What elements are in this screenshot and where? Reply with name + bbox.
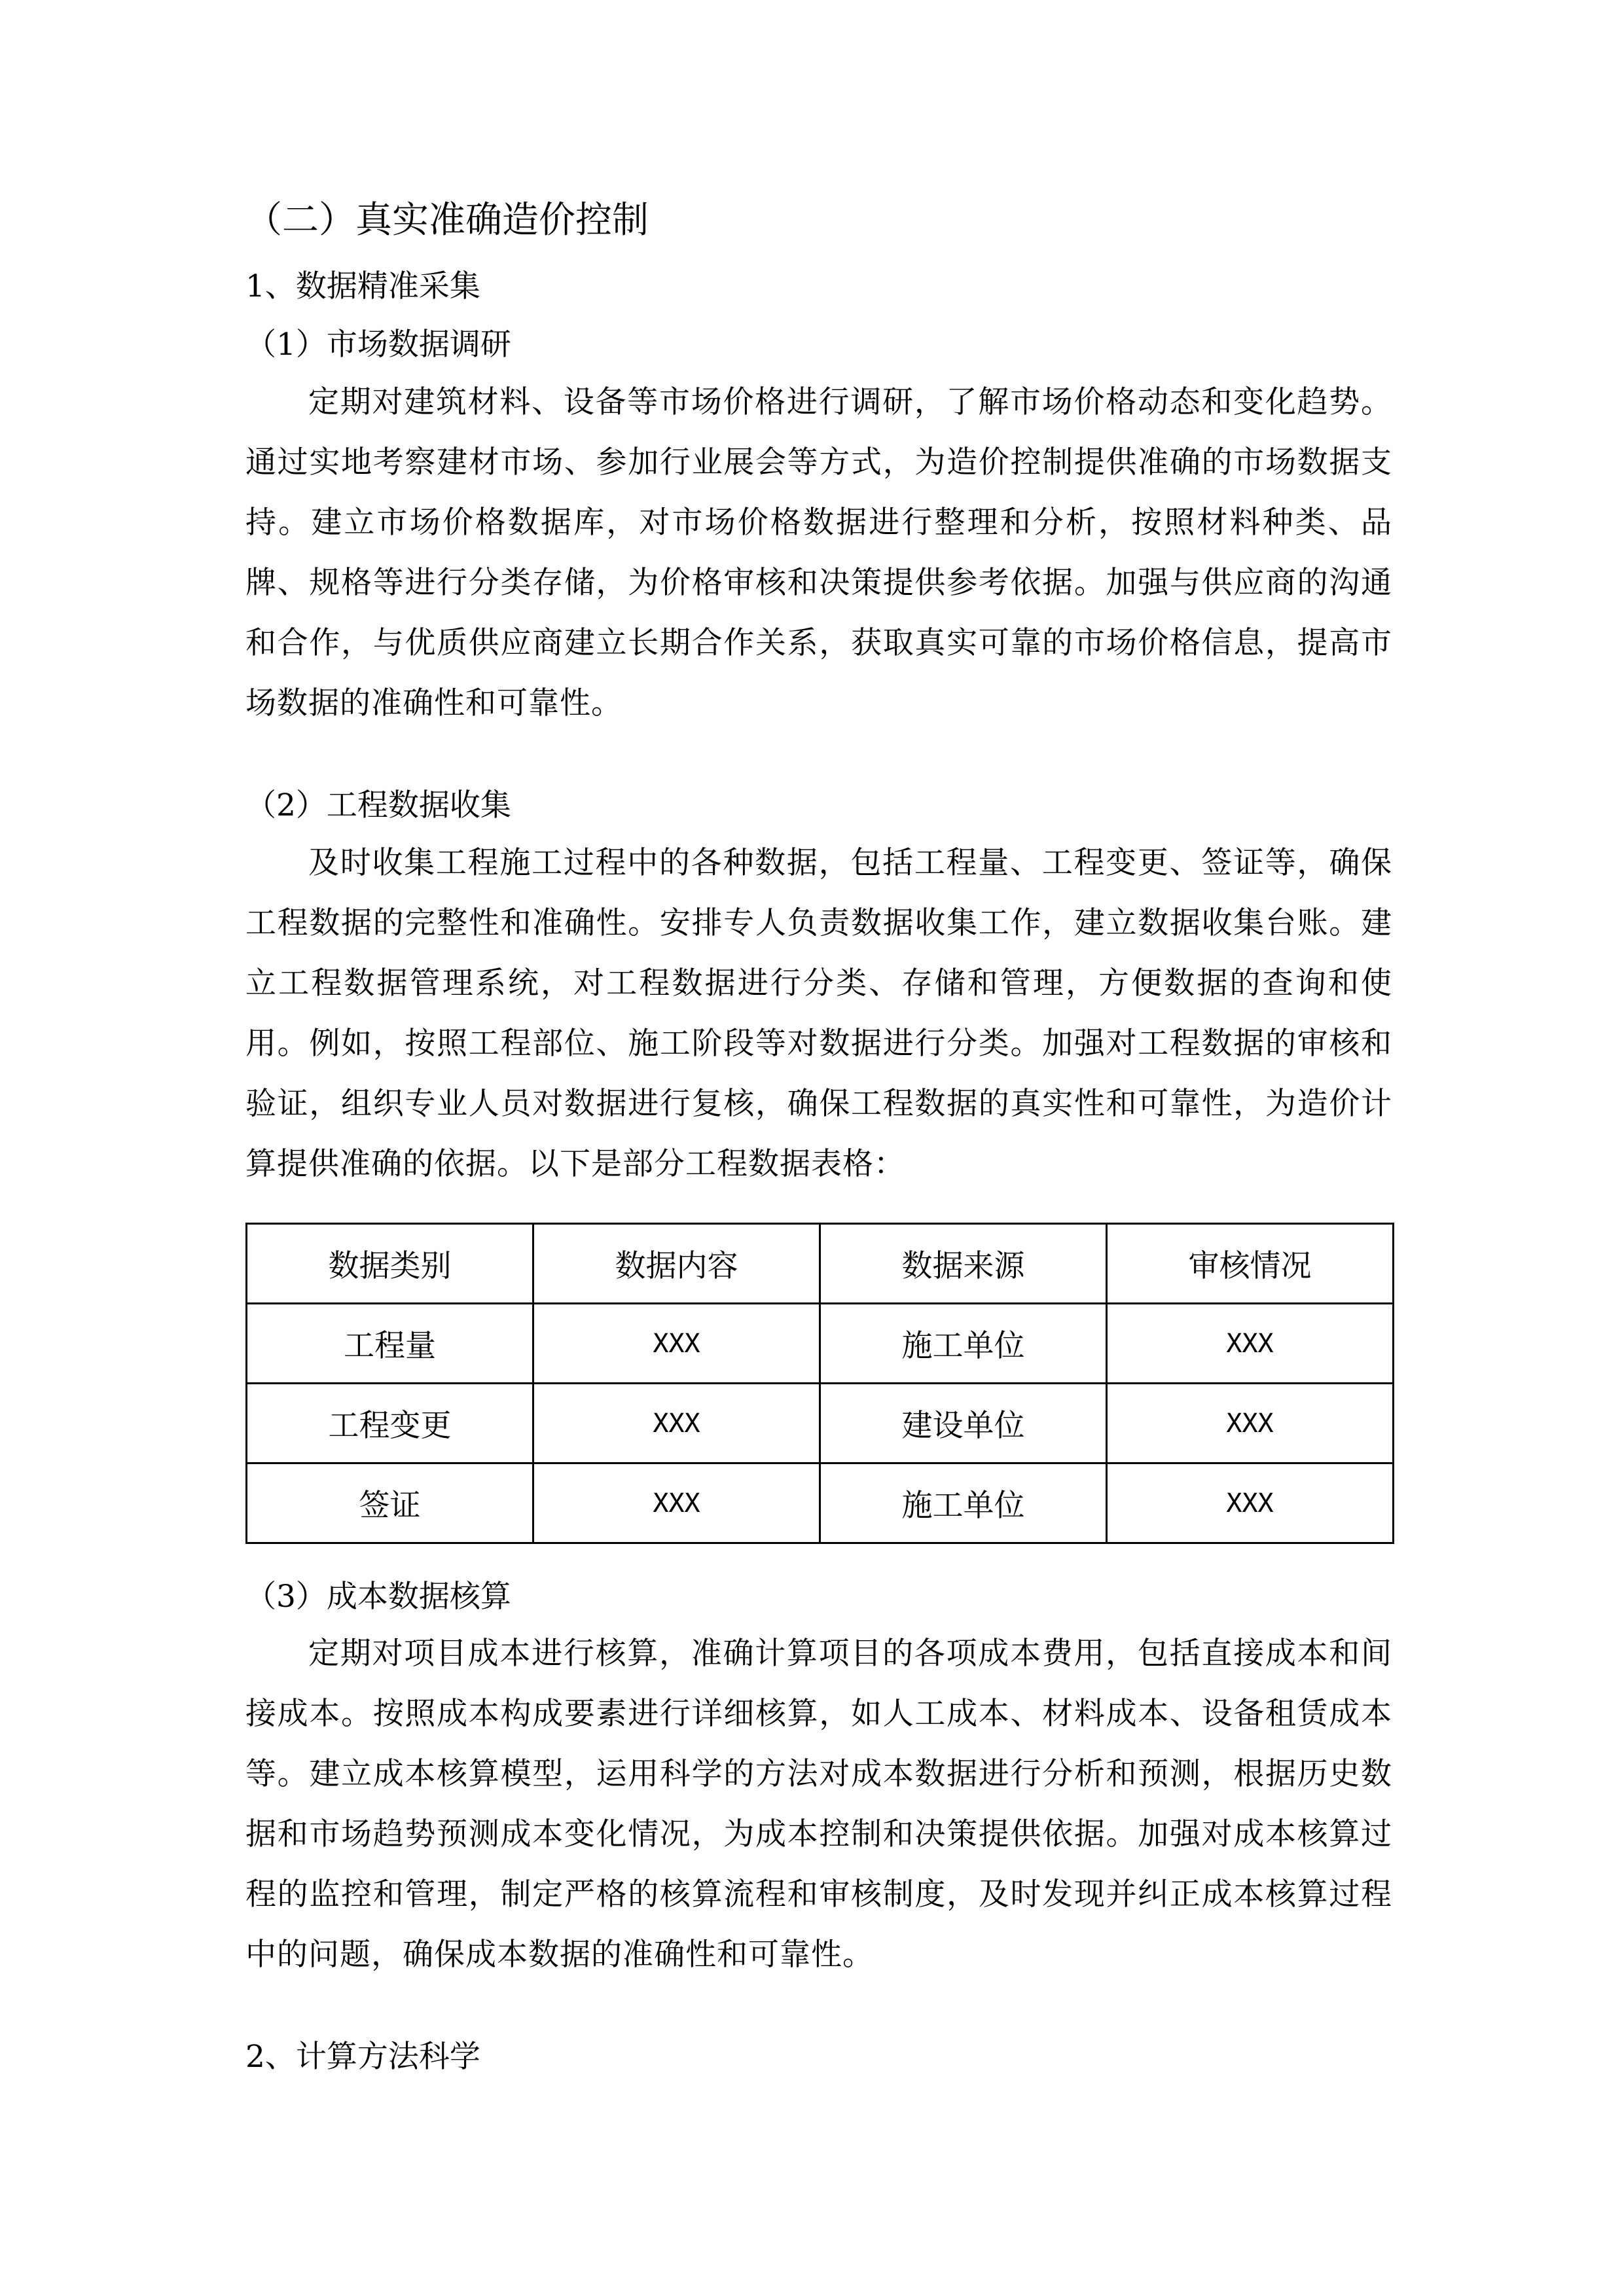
table-cell: 施工单位 [820, 1463, 1107, 1543]
table-cell: XXX [533, 1384, 820, 1463]
table-cell: 签证 [247, 1463, 533, 1543]
table-header-cell: 数据来源 [820, 1224, 1107, 1304]
subheading-market-research: （1）市场数据调研 [245, 327, 511, 363]
table-cell: XXX [533, 1463, 820, 1543]
table-row [247, 1463, 1394, 1543]
table-cell: XXX [533, 1304, 820, 1384]
table-header-cell: 数据类别 [247, 1224, 533, 1304]
engineering-data-table [245, 1223, 1394, 1544]
table-cell: 工程量 [247, 1304, 533, 1384]
section-heading: （二）真实准确造价控制 [245, 199, 649, 242]
table-cell: XXX [1107, 1384, 1394, 1463]
table-cell: 工程变更 [247, 1384, 533, 1463]
subheading-cost-accounting: （3）成本数据核算 [245, 1579, 511, 1615]
table-header-cell: 数据内容 [533, 1224, 820, 1304]
table-cell: 施工单位 [820, 1304, 1107, 1384]
table-header-cell: 审核情况 [1107, 1224, 1394, 1304]
table-cell: XXX [1107, 1304, 1394, 1384]
table-header-row [247, 1224, 1394, 1304]
heading-data-collection: 1、数据精准采集 [245, 268, 480, 304]
table-row [247, 1304, 1394, 1384]
table-row [247, 1384, 1394, 1463]
paragraph-market-research: 定期对建筑材料、设备等市场价格进行调研，了解市场价格动态和变化趋势。通过实地考察建材市场、参加行业展会等方式，为造价控制提供准确的市场数据支持。建立市场价格数据库，对市场价格数据进行整理和分析，按照材料种类、品牌、规格等进行分类存储，为价格审核和决策提供参考依据。加强与供应商的沟通和合作，与优质供应商建立长期合作关系，获取真实可靠的市场价格信息，提高市场数据的准确性和可靠性。 [245, 384, 1392, 721]
table-cell: XXX [1107, 1463, 1394, 1543]
subheading-engineering-data: （2）工程数据收集 [245, 787, 511, 823]
paragraph-engineering-data: 及时收集工程施工过程中的各种数据，包括工程量、工程变更、签证等，确保工程数据的完整性和准确性。安排专人负责数据收集工作，建立数据收集台账。建立工程数据管理系统，对工程数据进行分类、存储和管理，方便数据的查询和使用。例如，按照工程部位、施工阶段等对数据进行分类。加强对工程数据的审核和验证，组织专业人员对数据进行复核，确保工程数据的真实性和可靠性，为造价计算提供准确的依据。以下是部分工程数据表格： [245, 845, 1392, 1182]
table-cell: 建设单位 [820, 1384, 1107, 1463]
heading-calculation-method: 2、计算方法科学 [245, 2039, 480, 2075]
paragraph-cost-accounting: 定期对项目成本进行核算，准确计算项目的各项成本费用，包括直接成本和间接成本。按照成本构成要素进行详细核算，如人工成本、材料成本、设备租赁成本等。建立成本核算模型，运用科学的方法对成本数据进行分析和预测，根据历史数据和市场趋势预测成本变化情况，为成本控制和决策提供依据。加强对成本核算过程的监控和管理，制定严格的核算流程和审核制度，及时发现并纠正成本核算过程中的问题，确保成本数据的准确性和可靠性。 [245, 1636, 1392, 1973]
